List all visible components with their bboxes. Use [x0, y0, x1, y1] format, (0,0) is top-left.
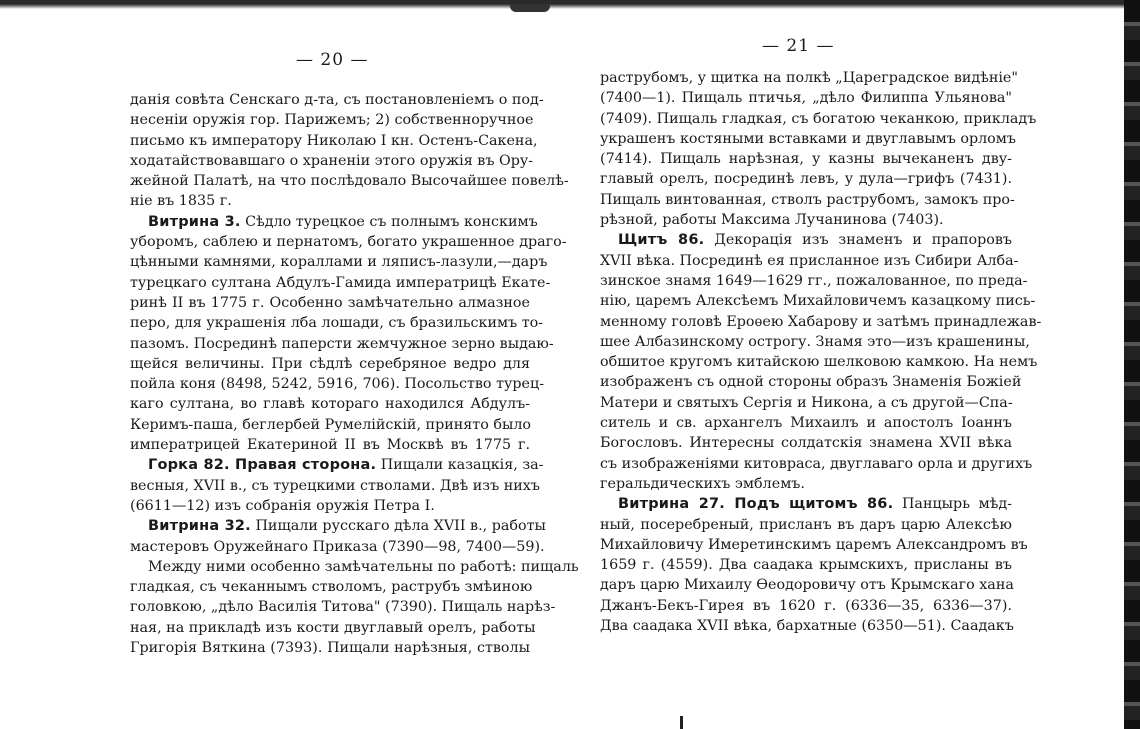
- page-number-right: — 21 —: [762, 36, 835, 56]
- section-heading: Горка 82. Правая сторона.: [148, 457, 377, 474]
- text-line: Михайловичу Имеретинскимъ царемъ Александромъ въ: [600, 536, 1028, 553]
- text-line: изображенъ съ одной стороны образъ Знаменія Божіей: [600, 374, 1022, 391]
- paragraph-first-line: [130, 455, 544, 475]
- text-line: 1659 г. (4559). Два саадака крымскихъ, присланы въ: [600, 557, 1012, 574]
- text-line: жейной Палатѣ, на что послѣдовало Высочайшее повелѣ-: [130, 173, 569, 190]
- text-line: рѣзной, работы Максима Лучанинова (7403).: [600, 212, 944, 229]
- text-line: данія совѣта Сенскаго д-та, съ постановленіемъ о под-: [130, 92, 544, 108]
- text-line: ная, на прикладѣ изъ кости двуглавый орелъ, работы: [130, 619, 536, 636]
- text-line: Джанъ-Бекъ-Гирея въ 1620 г. (6336—35, 6336—37).: [600, 597, 1012, 614]
- text-line: менному головѣ Ероѳею Хабарову и затѣмъ принадлежав-: [600, 313, 1042, 330]
- text-line: (7400—1). Пищаль птичья, „дѣло Филиппа Ульянова": [600, 90, 1012, 107]
- text-line: раструбомъ, у щитка на полкѣ „Цареградское видѣніе": [600, 70, 1018, 86]
- paragraph-first-line: [130, 516, 546, 536]
- scan-mark: [680, 716, 683, 729]
- text-line: главый орелъ, посрединѣ левъ, у дула—грифъ (7431).: [600, 171, 1012, 188]
- text-line: императрицей Екатериной II въ Москвѣ въ 1775 г.: [130, 437, 530, 454]
- text-line: ринѣ II въ 1775 г. Особенно замѣчательно алмазное: [130, 294, 530, 311]
- text-fragment: Сѣдло турецкое съ полнымъ конскимъ: [240, 213, 538, 230]
- text-line: (7414). Пищаль нарѣзная, у казны вычеканенъ дву-: [600, 151, 1012, 168]
- section-heading: Витрина 3.: [148, 213, 241, 230]
- text-line: ситель и св. архангелъ Михаилъ и апостолъ Іоаннъ: [600, 415, 1012, 432]
- text-line: ный, посеребреный, присланъ въ даръ царю Алексѣю: [600, 516, 1012, 533]
- text-line: съ изображеніями китовраса, двуглаваго орла и другихъ: [600, 455, 1033, 472]
- text-line: шее Албазинскому острогу. Знамя это—изъ крашенины,: [600, 333, 1030, 350]
- text-line: мастеровъ Оружейнаго Приказа (7390—98, 7400—59).: [130, 538, 545, 555]
- text-fragment: Декорація изъ знаменъ и прапоровъ: [704, 232, 1012, 249]
- page-number-left: — 20 —: [296, 50, 369, 70]
- text-line: головкою, „дѣло Василія Титова" (7390). Пищаль нарѣз-: [130, 599, 556, 616]
- section-heading: Витрина 27. Подъ щитомъ 86.: [618, 496, 894, 513]
- text-line: Керимъ-паша, беглербей Румелійскій, принято было: [130, 416, 532, 433]
- text-line: цѣнными камнями, кораллами и ляписъ-лазули,—даръ: [130, 254, 548, 271]
- text-line: обшитое кругомъ китайскою шелковою камкою. На немъ: [600, 354, 1038, 371]
- text-line: Григорія Вяткина (7393). Пищали нарѣзныя, стволы: [130, 640, 530, 657]
- scan-right-edge: [1124, 0, 1140, 729]
- text-line: весныя, XVII в., съ турецкими стволами. Двѣ изъ нихъ: [130, 477, 540, 494]
- text-line: несеніи оружія гор. Парижемъ; 2) собственноручное: [130, 112, 534, 129]
- text-line: гладкая, съ чеканнымъ стволомъ, раструбъ змѣиною: [130, 579, 533, 596]
- right-page-text: [600, 68, 1042, 636]
- text-line: Богословъ. Интересны солдатскія знамена XVII вѣка: [600, 435, 1012, 452]
- text-line: Между ними особенно замѣчательны по работѣ: пищаль: [148, 558, 579, 575]
- text-line: XVII вѣка. Посрединѣ ея присланное изъ Сибири Алба-: [600, 252, 1019, 269]
- text-line: (6611—12) изъ собранія оружія Петра I.: [130, 497, 435, 514]
- text-line: щейся величины. При сѣдлѣ серебряное ведро для: [130, 355, 530, 372]
- text-line: пазомъ. Посрединѣ паперсти жемчужное зерно выдаю-: [130, 335, 554, 352]
- paragraph-first-line: [130, 212, 538, 232]
- text-line: ходатайствовавшаго о храненіи этого оружія въ Ору-: [130, 152, 534, 169]
- text-line: пойла коня (8498, 5242, 5916, 706). Посольство турец-: [130, 376, 545, 393]
- text-line: даръ царю Михаилу Ѳеодоровичу отъ Крымскаго хана: [600, 577, 1014, 594]
- text-line: ніе въ 1835 г.: [130, 193, 232, 210]
- text-line: Два саадака XVII вѣка, бархатные (6350—51). Саадакъ: [600, 618, 1014, 635]
- text-line: Матери и святыхъ Сергія и Никона, а съ другой—Спа-: [600, 394, 1013, 411]
- section-heading: Щитъ 86.: [618, 232, 705, 249]
- text-line: нію, царемъ Алексѣемъ Михайловичемъ казацкому пись-: [600, 293, 1036, 310]
- text-line: турецкаго султана Абдулъ-Гамида императрицѣ Екате-: [130, 274, 551, 291]
- text-fragment: Пищали казацкія, за-: [376, 457, 544, 474]
- text-line: уборомъ, саблею и пернатомъ, богато украшенное драго-: [130, 234, 567, 251]
- text-line: геральдическихъ эмблемъ.: [600, 475, 805, 492]
- section-heading: Витрина 32.: [148, 518, 251, 535]
- text-fragment: Пищали русскаго дѣла XVII в., работы: [250, 518, 546, 535]
- left-page-text: [130, 90, 579, 658]
- paragraph-first-line: [600, 230, 1012, 250]
- text-fragment: Панцырь мѣд-: [893, 496, 1012, 513]
- text-line: каго султана, во главѣ котораго находился Абдулъ-: [130, 396, 530, 413]
- text-line: перо, для украшенія лба лошади, съ бразильскимъ то-: [130, 315, 544, 332]
- text-line: (7409). Пищаль гладкая, съ богатою чеканкою, прикладъ: [600, 110, 1037, 127]
- paragraph-first-line: [600, 494, 1012, 514]
- text-line: зинское знамя 1649—1629 гг., пожалованное, по преда-: [600, 272, 1028, 289]
- text-line: Пищаль винтованная, стволъ раструбомъ, замокъ про-: [600, 191, 1015, 208]
- text-line: письмо къ императору Николаю I кн. Остенъ-Сакена,: [130, 132, 538, 149]
- text-line: украшенъ костяными вставками и двуглавымъ орломъ: [600, 130, 1017, 147]
